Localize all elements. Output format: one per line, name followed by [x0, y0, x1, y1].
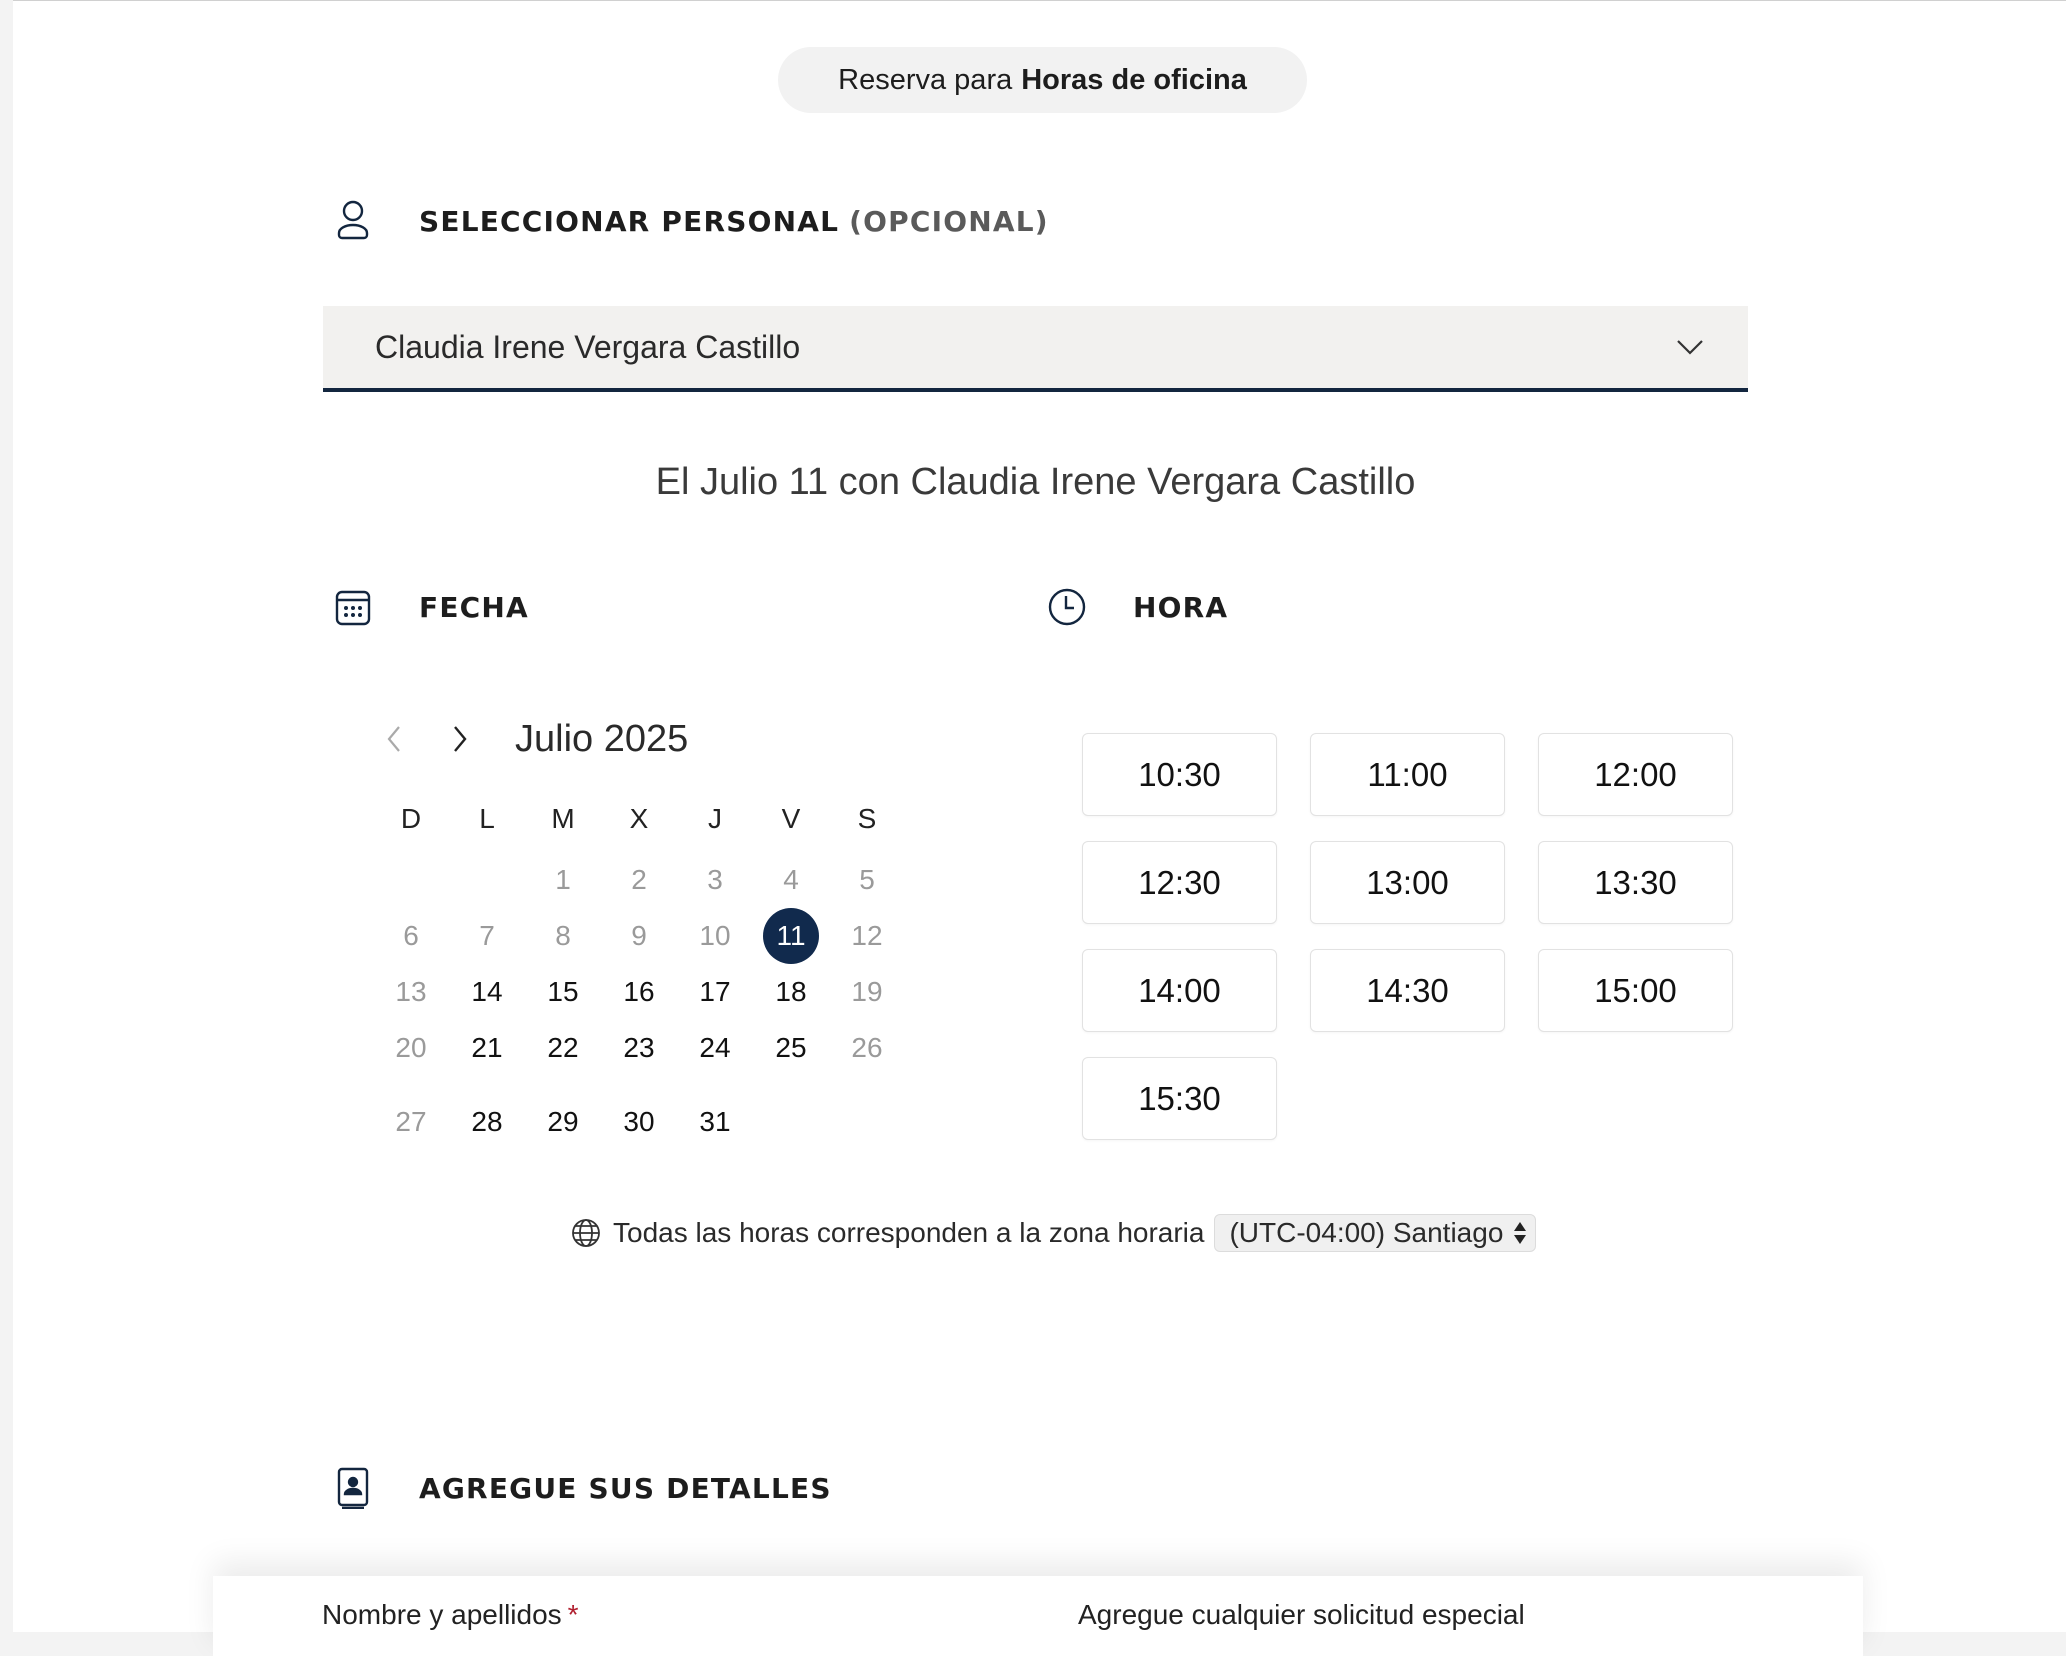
calendar-day	[525, 908, 601, 964]
staff-section-header	[333, 199, 1049, 243]
globe-icon	[571, 1218, 601, 1248]
calendar-week-row	[373, 1094, 906, 1150]
calendar-day[interactable]	[449, 1094, 525, 1150]
calendar-day-number: 30	[623, 1106, 655, 1137]
weekday-label: V	[781, 803, 801, 834]
name-field-label-text: Nombre y apellidos	[322, 1599, 562, 1630]
staff-section-title-text: SELECCIONAR PERSONAL	[419, 204, 840, 238]
calendar-day	[601, 908, 677, 964]
calendar-week-row	[373, 908, 906, 964]
staff-select-value: Claudia Irene Vergara Castillo	[375, 328, 801, 365]
staff-optional-label: (OPCIONAL)	[849, 204, 1049, 238]
calendar-day	[829, 908, 905, 964]
timezone-select[interactable]	[1214, 1214, 1536, 1252]
calendar-day	[373, 908, 449, 964]
calendar-day-number: 23	[623, 1032, 655, 1063]
time-slot-button[interactable]: 11:00	[1310, 733, 1505, 816]
name-field-label	[322, 1599, 579, 1631]
calendar-day-number: 1	[555, 864, 571, 895]
calendar-navigation	[373, 709, 688, 769]
details-section-header	[333, 1466, 832, 1510]
calendar-week-row	[373, 964, 906, 1020]
staff-section-title	[419, 205, 1049, 238]
calendar-day[interactable]	[677, 1020, 753, 1076]
weekday-label: D	[400, 803, 422, 834]
calendar-day-number: 20	[395, 1032, 427, 1063]
calendar-day[interactable]	[525, 1094, 601, 1150]
calendar-day[interactable]	[449, 964, 525, 1020]
calendar-day-number: 3	[707, 864, 723, 895]
calendar-day-number: 27	[395, 1106, 427, 1137]
calendar-day	[373, 1094, 449, 1150]
calendar-day	[677, 908, 753, 964]
calendar-day[interactable]	[601, 964, 677, 1020]
calendar-day-number: 8	[555, 920, 571, 951]
required-mark: *	[567, 1599, 579, 1630]
booking-summary: El Julio 11 con Claudia Irene Vergara Castillo	[655, 461, 1416, 503]
calendar-day-number: 6	[403, 920, 419, 951]
select-arrows-icon	[1505, 1220, 1535, 1246]
calendar-week-row	[373, 1020, 906, 1076]
calendar-day[interactable]	[601, 1020, 677, 1076]
calendar-day-selected[interactable]	[753, 908, 829, 964]
calendar-day	[525, 852, 601, 908]
calendar-week-row	[373, 852, 906, 908]
calendar-day[interactable]	[449, 1020, 525, 1076]
calendar-empty-cell	[753, 1094, 829, 1150]
calendar-day[interactable]	[601, 1094, 677, 1150]
calendar-day-number: 15	[547, 976, 579, 1007]
calendar-day-number: 5	[859, 864, 875, 895]
time-slot-button[interactable]: 12:00	[1538, 733, 1733, 816]
clock-icon	[1047, 585, 1087, 629]
calendar-day-number: 14	[471, 976, 503, 1007]
contact-card-icon	[333, 1466, 373, 1510]
time-section-header	[1047, 585, 1228, 629]
staff-select[interactable]	[323, 306, 1748, 392]
calendar-day	[829, 1020, 905, 1076]
calendar-day	[677, 852, 753, 908]
calendar-day-number: 29	[547, 1106, 579, 1137]
prev-month-button[interactable]	[373, 718, 415, 760]
calendar-day-number: 10	[699, 920, 731, 951]
calendar-day-number: 31	[699, 1106, 731, 1137]
special-request-label: Agregue cualquier solicitud especial	[1078, 1599, 1525, 1630]
service-pill-prefix: Reserva para	[838, 63, 1013, 96]
booking-page	[13, 0, 2066, 1632]
calendar-day-number: 25	[775, 1032, 807, 1063]
calendar-day-number: 12	[851, 920, 883, 951]
calendar-day-number: 11	[763, 908, 819, 964]
user-icon	[333, 199, 373, 243]
calendar-grid	[373, 796, 906, 1150]
calendar-day-number: 18	[775, 976, 807, 1007]
time-slot-button[interactable]: 13:30	[1538, 841, 1733, 924]
weekday-label: M	[551, 803, 575, 834]
time-slot-button[interactable]: 14:00	[1082, 949, 1277, 1032]
calendar-icon	[333, 585, 373, 629]
time-slot-button[interactable]: 10:30	[1082, 733, 1277, 816]
calendar-day	[829, 852, 905, 908]
calendar-day	[373, 964, 449, 1020]
calendar-day-number: 22	[547, 1032, 579, 1063]
calendar-day-number: 17	[699, 976, 731, 1007]
calendar-day[interactable]	[525, 1020, 601, 1076]
date-section-header	[333, 585, 529, 629]
date-section-title: FECHA	[419, 590, 529, 624]
weekday-label: S	[857, 803, 877, 834]
time-slot-button[interactable]: 15:00	[1538, 949, 1733, 1032]
weekday-label: J	[708, 803, 722, 834]
service-name: Horas de oficina	[1021, 63, 1247, 96]
time-slot-button[interactable]: 14:30	[1310, 949, 1505, 1032]
timezone-select-value: (UTC-04:00) Santiago	[1229, 1217, 1504, 1248]
timezone-row	[571, 1213, 1536, 1253]
calendar-day	[449, 908, 525, 964]
calendar-day	[753, 852, 829, 908]
calendar-day[interactable]	[525, 964, 601, 1020]
calendar-day-number: 7	[479, 920, 495, 951]
time-slot-button[interactable]: 15:30	[1082, 1057, 1277, 1140]
calendar-day[interactable]	[753, 964, 829, 1020]
time-slots	[1082, 733, 1732, 1140]
calendar-day	[829, 964, 905, 1020]
calendar-day-number: 19	[851, 976, 883, 1007]
timezone-label: Todas las horas corresponden a la zona horaria	[613, 1217, 1205, 1248]
service-pill	[778, 47, 1307, 113]
calendar-day-number: 13	[395, 976, 427, 1007]
weekday-header-row	[373, 796, 906, 842]
calendar-day[interactable]	[677, 964, 753, 1020]
calendar-empty-cell	[829, 1094, 905, 1150]
calendar-day	[373, 1020, 449, 1076]
calendar-day	[601, 852, 677, 908]
chevron-down-icon	[1676, 337, 1706, 357]
calendar-empty-cell	[449, 852, 525, 908]
time-slot-button[interactable]: 13:00	[1310, 841, 1505, 924]
time-section-title: HORA	[1133, 590, 1229, 624]
month-label: Julio 2025	[515, 717, 689, 760]
time-slot-button[interactable]: 12:30	[1082, 841, 1277, 924]
calendar-day-number: 16	[623, 976, 655, 1007]
calendar-day-number: 26	[851, 1032, 883, 1063]
calendar-day[interactable]	[677, 1094, 753, 1150]
calendar-day-number: 2	[631, 864, 647, 895]
details-section-title: AGREGUE SUS DETALLES	[419, 1471, 832, 1505]
calendar-day-number: 24	[699, 1032, 731, 1063]
next-month-button[interactable]	[439, 718, 481, 760]
weekday-label: X	[629, 803, 649, 834]
calendar-day-number: 4	[783, 864, 799, 895]
calendar-empty-cell	[373, 852, 449, 908]
calendar-day-number: 9	[631, 920, 647, 951]
calendar-day-number: 21	[471, 1032, 503, 1063]
calendar-day-number: 28	[471, 1106, 503, 1137]
calendar-day[interactable]	[753, 1020, 829, 1076]
weekday-label: L	[479, 803, 495, 834]
